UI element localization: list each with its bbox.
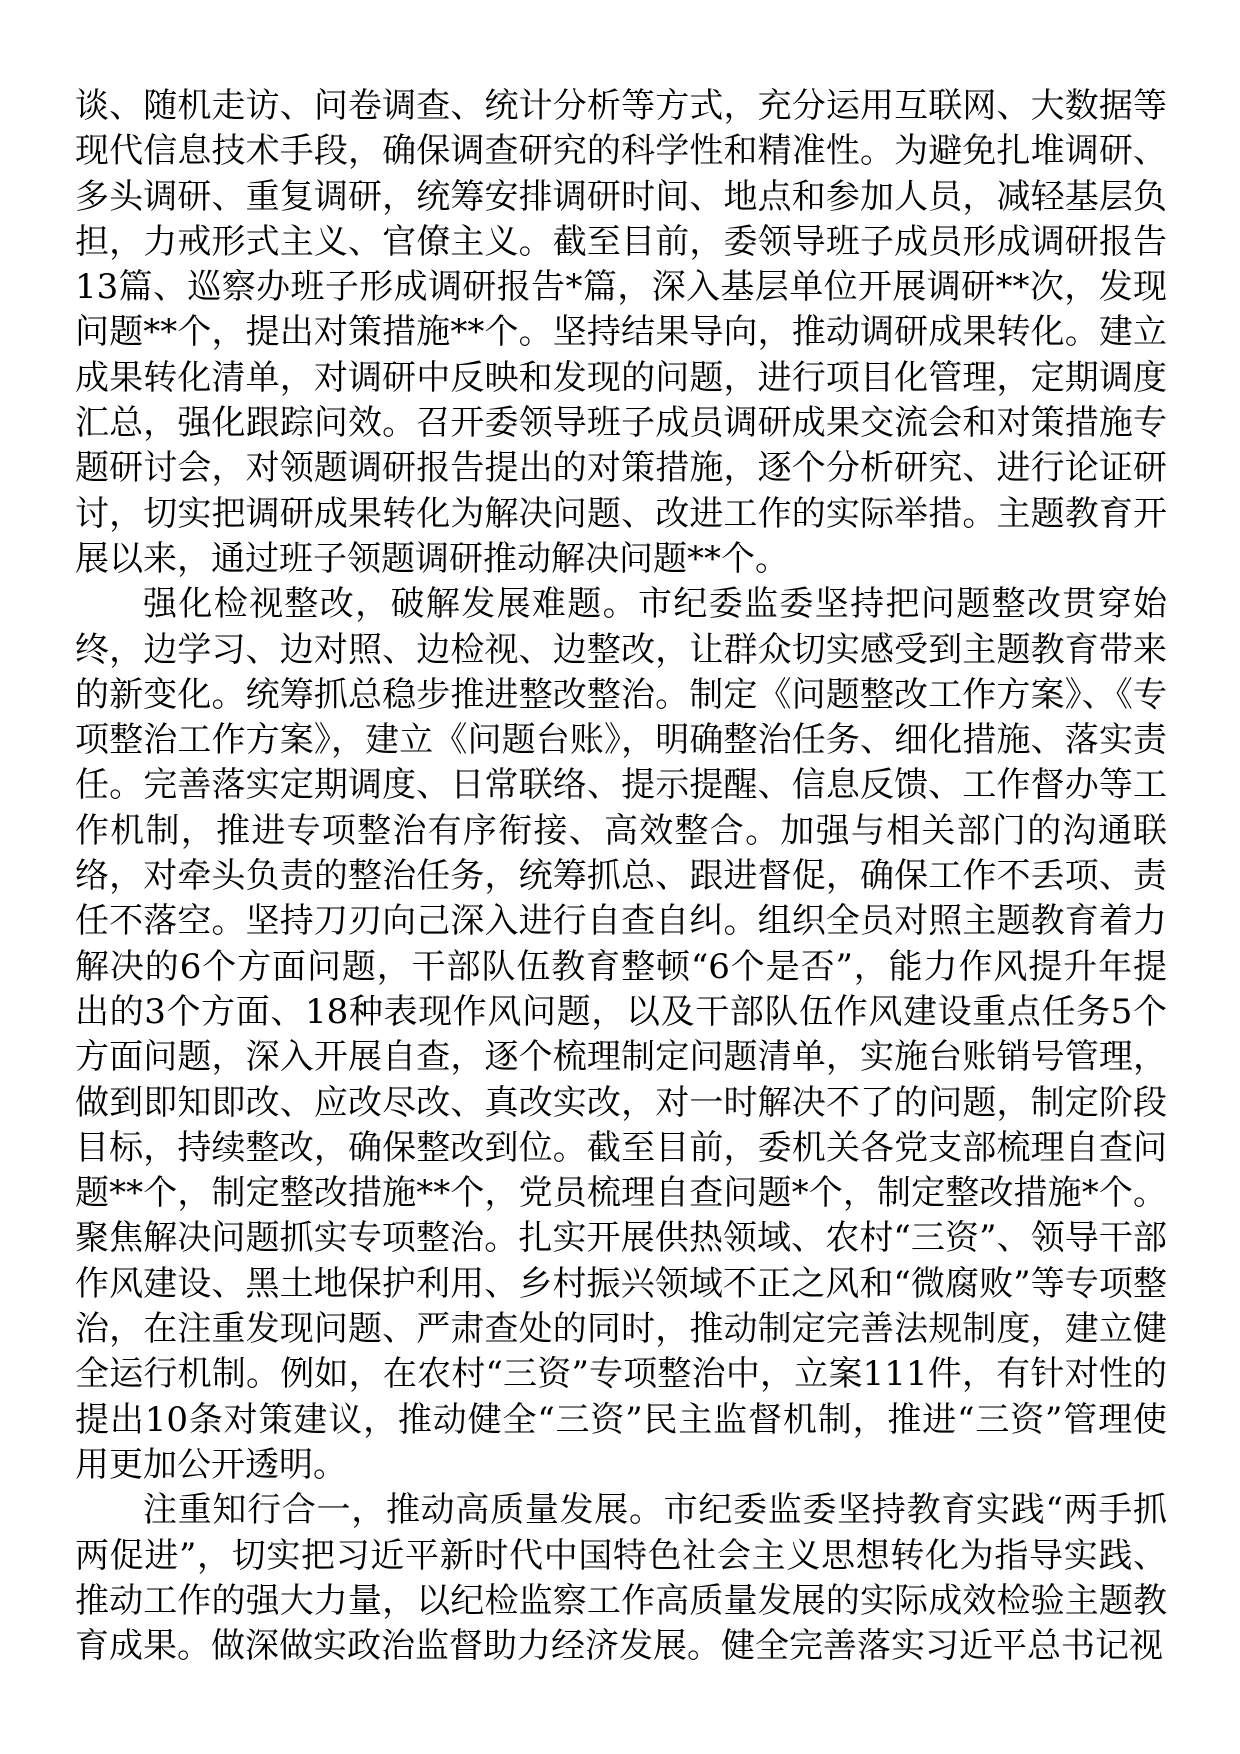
paragraph-rectification: 强化检视整改，破解发展难题。市纪委监委坚持把问题整改贯穿始终，边学习、边对照、边检视、边整改，让群众切实感受到主题教育带来的新变化。统筹抓总稳步推进整改整治。制定《问题整改工作方案》、《专项整治工作方案》，建立《问题台账》，明确整治任务、细化措施、落实责任。完善落实定期调度、日常联络、提示提醒、信息反馈、工作督办等工作机制，推进专项整治有序衔接、高效整合。加强与相关部门的沟通联络，对牵头负责的整治任务，统筹抓总、跟进督促，确保工作不丢项、责任不落空。坚持刀刃向己深入进行自查自纠。组织全员对照主题教育着力解决的6个方面问题，干部队伍教育整顿“6个是否”，能力作风提升年提出的3个方面、18种表现作风问题，以及干部队伍作风建设重点任务5个方面问题，深入开展自查，逐个梳理制定问题清单，实施台账销号管理，做到即知即改、应改尽改、真改实改，对一时解决不了的问题，制定阶段目标，持续整改，确保整改到位。截至目前，委机关各党支部梳理自查问题**个，制定整改措施**个，党员梳理自查问题*个，制定整改措施*个。聚焦解决问题抓实专项整治。扎实开展供热领域、农村“三资”、领导干部作风建设、黑土地保护利用、乡村振兴领域不正之风和“微腐败”等专项整治，在注重发现问题、严肃查处的同时，推动制定完善法规制度，建立健全运行机制。例如，在农村“三资”专项整治中，立案111件，有针对性的提出10条对策建议，推动健全“三资”民主监督机制，推进“三资”管理使用更加公开透明。: [75, 584, 1167, 1485]
paragraph-research-continuation: 谈、随机走访、问卷调查、统计分析等方式，充分运用互联网、大数据等现代信息技术手段，确保调查研究的科学性和精准性。为避免扎堆调研、多头调研、重复调研，统筹安排调研时间、地点和参加人员，减轻基层负担，力戒形式主义、官僚主义。截至目前，委领导班子成员形成调研报告13篇、巡察办班子形成调研报告*篇，深入基层单位开展调研**次，发现问题**个，提出对策措施**个。坚持结果导向，推动调研成果转化。建立成果转化清单，对调研中反映和发现的问题，进行项目化管理，定期调度汇总，强化跟踪问效。召开委领导班子成员调研成果交流会和对策措施专题研讨会，对领题调研报告提出的对策措施，逐个分析研究、进行论证研讨，切实把调研成果转化为解决问题、改进工作的实际举措。主题教育开展以来，通过班子领题调研推动解决问题**个。: [75, 86, 1167, 579]
document-body: [75, 84, 1167, 1669]
paragraph-knowledge-action: 注重知行合一，推动高质量发展。市纪委监委坚持教育实践“两手抓两促进”，切实把习近平新时代中国特色社会主义思想转化为指导实践、推动工作的强大力量，以纪检监察工作高质量发展的实际成效检验主题教育成果。做深做实政治监督助力经济发展。健全完善落实习近平总书记视: [75, 1490, 1167, 1667]
